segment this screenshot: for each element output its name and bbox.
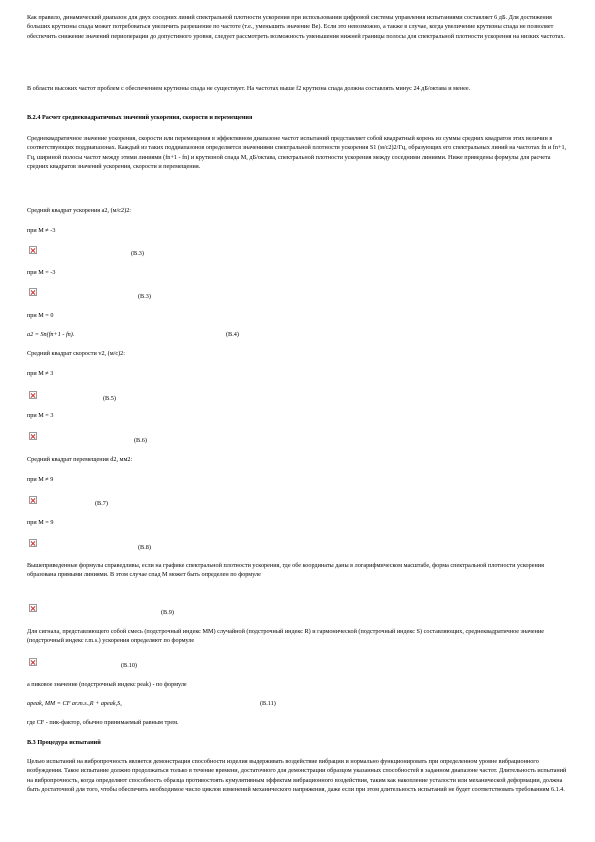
broken-image-icon <box>29 288 37 296</box>
label-mean-square-velocity: Средний квадрат скорости v2, (м/с)2: <box>27 350 125 357</box>
condition-m-ne-minus3: при M ≠ -3 <box>27 227 56 234</box>
paragraph-test-procedure: Целью испытаний на вибропрочность является демонстрация способности изделия выдерживать воздействие вибрации и нормально функционировать при определенном уровне вибрационного возбуждения. Такое испытание должно продолжаться только в течение времени, достаточного для демонстрации образцом указанных способностей в заданном диапазоне частот. Длительность испытаний на вибропрочность, когда определяют способность образца противостоять кумулятивным эффектам вибрационного воздействия, таким как накопление усталости или механической деформации, должна быть достаточной для того, чтобы обеспечить необходимое число циклов изменений механического напряжения, даже если при этом длительность испытаний не будет соответствовать требованиям 6.1.4. <box>27 758 567 794</box>
equation-number-b7: (В.7) <box>95 500 108 507</box>
broken-image-icon <box>29 432 37 440</box>
paragraph-rms-description: Среднеквадратичное значение ускорения, скорости или перемещения в эффективном диапазоне частот испытаний представляет собой квадратный корень из суммы средних квадратов этих величин в соответствующих поддиапазонах. Каждый из таких поддиапазонов определяется значениями спектральной плотности ускорения S1 (м/с2)2/Гц, образующих его спектральных линий на частотах fn и fn+1, Гц, шириной полосы частот между этими линиями (fn+1 - fn) и крутизной спада M, дБ/октава, спектральной плотности ускорения между соседними линиями. Ниже приведены формулы для расчета средних квадратов значений ускорения, скорости и перемещения. <box>27 135 567 171</box>
condition-m-ne-9: при M ≠ 9 <box>27 476 54 483</box>
paragraph-crest-factor: где CF - пик-фактор, обычно принимаемый равным трем. <box>27 719 179 726</box>
broken-image-icon <box>29 658 37 666</box>
equation-number-b3: (В.3) <box>131 250 144 257</box>
formula-b4: a2 = Sn(fn+1 - fn). <box>27 331 75 338</box>
paragraph-formula-validity: Вышеприведенные формулы справедливы, если на графике спектральной плотности ускорения, где обе координаты даны в логарифмическом масштабе, форма спектральной плотности ускорения образована прямыми линиями. В этом случае спад M может быть определен по формуле <box>27 562 544 579</box>
section-heading-b24: В.2.4 Расчет среднеквадратичных значений ускорения, скорости и перемещения <box>27 114 253 121</box>
equation-number-b9: (В.9) <box>161 609 174 616</box>
equation-number-b4: (В.4) <box>226 331 239 338</box>
broken-image-icon <box>29 246 37 254</box>
section-heading-b3: В.3 Процедура испытаний <box>27 739 101 746</box>
equation-number-b8: (В.8) <box>138 544 151 551</box>
equation-number-b3-repeat: (В.3) <box>138 293 151 300</box>
paragraph-high-frequency: В области высоких частот проблем с обеспечением крутизны спада не существует. На частотах выше f2 крутизна спада должна составлять минус 24 дБ/октава и менее. <box>27 85 471 92</box>
broken-image-icon <box>29 539 37 547</box>
equation-number-b5: (В.5) <box>103 395 116 402</box>
condition-m-eq-0: при M = 0 <box>27 312 54 319</box>
equation-number-b11: (В.11) <box>260 700 276 707</box>
paragraph-peak-value: а пиковое значение (подстрочный индекс peak) - по формуле <box>27 681 187 688</box>
label-mean-square-displacement: Средний квадрат перемещения d2, мм2: <box>27 456 133 463</box>
condition-m-ne-3: при M ≠ 3 <box>27 370 54 377</box>
paragraph-mixed-signal: Для сигнала, представляющего собой смесь (подстрочный индекс MM) случайной (подстрочный индекс R) и гармонической (подстрочный индекс S) составляющих, среднеквадратичное значение (подстрочный индекс r.m.s.) ускорения определяют по формуле <box>27 628 545 645</box>
formula-b11: apeak, MM = CF ar.m.s.,R + apeak,S, <box>27 700 122 707</box>
broken-image-icon <box>29 391 37 399</box>
equation-number-b10: (В.10) <box>121 662 137 669</box>
paragraph-dynamic-range: Как правило, динамический диапазон для двух соседних линий спектральной плотности ускорения при использовании цифровой системы управления испытаниями составляет 6 дБ. Для достижения больших крутизны спада может потребоваться увеличить разрешение по частоте (т.е., уменьшить значение Bе). Если это невозможно, а также в случае, когда увеличение крутизны спада не позволяет обеспечить снижение значений периоперации до допустимого уровня, следует рассмотреть возможность уменьшения нижней границы полосы для спектральной плотности ускорения на низких частотах. <box>27 14 566 40</box>
label-mean-square-acceleration: Средний квадрат ускорения a2, (м/с2)2: <box>27 207 132 214</box>
condition-m-eq-3: при M = 3 <box>27 412 54 419</box>
condition-m-eq-minus3: при M = -3 <box>27 269 56 276</box>
broken-image-icon <box>29 604 37 612</box>
equation-number-b6: (В.6) <box>134 437 147 444</box>
condition-m-eq-9: при M = 9 <box>27 519 54 526</box>
broken-image-icon <box>29 496 37 504</box>
